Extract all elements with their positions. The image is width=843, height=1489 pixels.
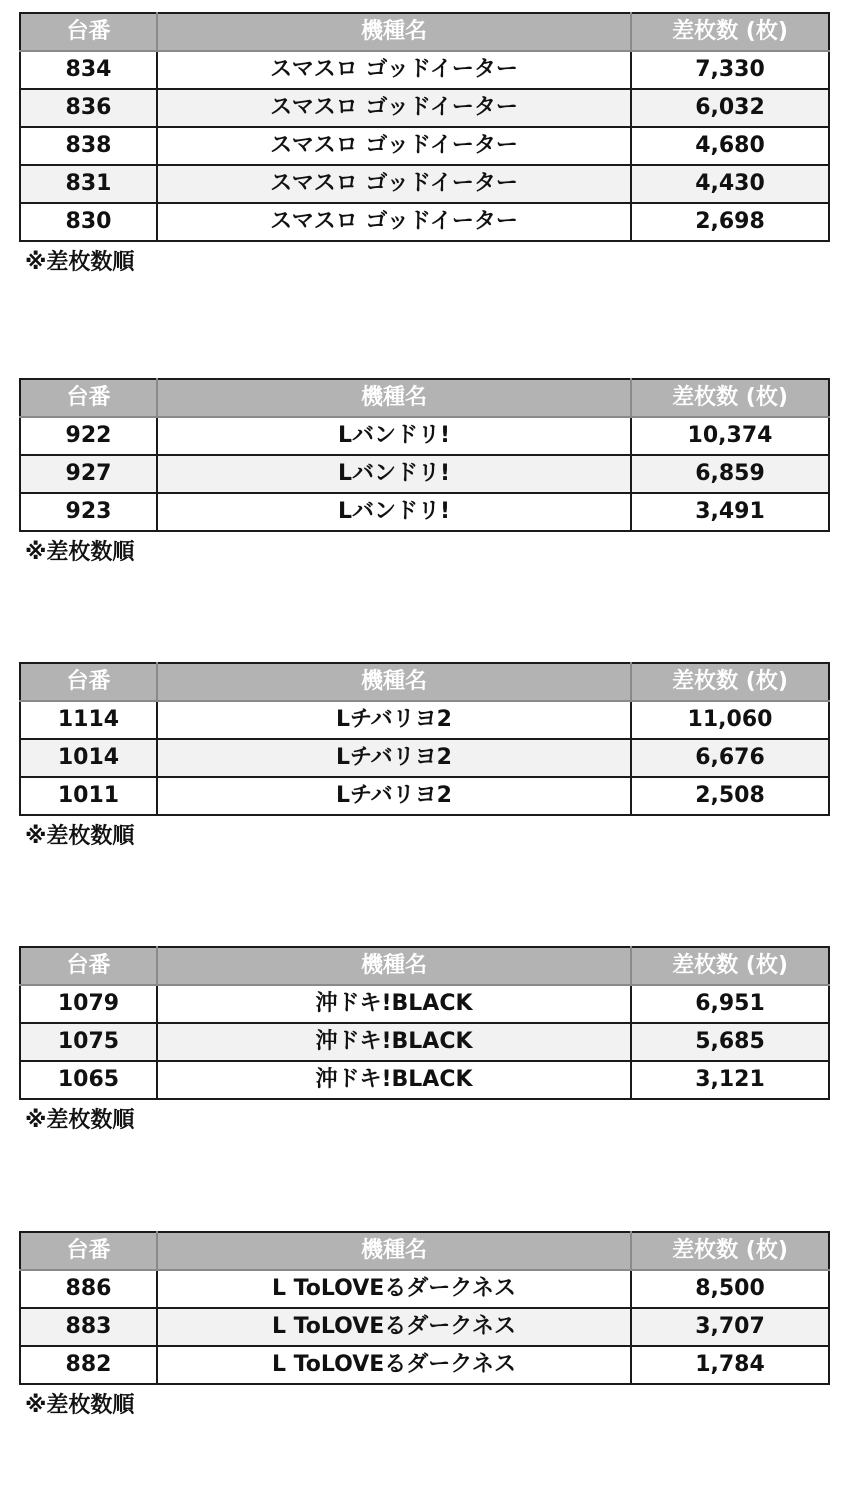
difference-cell: 1,784 bbox=[631, 1346, 829, 1384]
sort-note: ※差枚数順 bbox=[25, 1393, 135, 1418]
model-name-cell: Lバンドリ! bbox=[157, 493, 631, 531]
table-header-row bbox=[20, 663, 829, 701]
difference-cell: 6,676 bbox=[631, 739, 829, 777]
difference-cell: 7,330 bbox=[631, 51, 829, 89]
machine-number-cell: 1079 bbox=[20, 985, 157, 1023]
model-name-cell: L ToLOVEるダークネス bbox=[157, 1308, 631, 1346]
model-name-cell: Lバンドリ! bbox=[157, 455, 631, 493]
sort-note: ※差枚数順 bbox=[25, 1108, 135, 1133]
model-name-cell: スマスロ ゴッドイーター bbox=[157, 165, 631, 203]
header-machine-number: 台番 bbox=[20, 13, 157, 51]
model-name-cell: L ToLOVEるダークネス bbox=[157, 1270, 631, 1308]
difference-cell: 6,951 bbox=[631, 985, 829, 1023]
header-machine-number: 台番 bbox=[20, 379, 157, 417]
difference-cell: 3,121 bbox=[631, 1061, 829, 1099]
header-difference: 差枚数 (枚) bbox=[631, 13, 829, 51]
table-row bbox=[20, 1061, 829, 1099]
difference-cell: 3,491 bbox=[631, 493, 829, 531]
model-name-cell: 沖ドキ!BLACK bbox=[157, 985, 631, 1023]
ranking-table bbox=[19, 1231, 830, 1385]
difference-cell: 11,060 bbox=[631, 701, 829, 739]
machine-number-cell: 830 bbox=[20, 203, 157, 241]
machine-number-cell: 1114 bbox=[20, 701, 157, 739]
machine-number-cell: 834 bbox=[20, 51, 157, 89]
sort-note: ※差枚数順 bbox=[25, 824, 135, 849]
difference-cell: 8,500 bbox=[631, 1270, 829, 1308]
header-machine-number: 台番 bbox=[20, 663, 157, 701]
ranking-block bbox=[19, 946, 828, 1136]
ranking-table bbox=[19, 378, 830, 532]
machine-number-cell: 883 bbox=[20, 1308, 157, 1346]
machine-number-cell: 1065 bbox=[20, 1061, 157, 1099]
difference-cell: 4,430 bbox=[631, 165, 829, 203]
machine-number-cell: 927 bbox=[20, 455, 157, 493]
table-row bbox=[20, 777, 829, 815]
difference-cell: 5,685 bbox=[631, 1023, 829, 1061]
difference-cell: 2,698 bbox=[631, 203, 829, 241]
ranking-block bbox=[19, 12, 828, 278]
model-name-cell: Lチバリヨ2 bbox=[157, 701, 631, 739]
machine-number-cell: 831 bbox=[20, 165, 157, 203]
model-name-cell: Lチバリヨ2 bbox=[157, 739, 631, 777]
header-model-name: 機種名 bbox=[157, 947, 631, 985]
table-row bbox=[20, 417, 829, 455]
machine-number-cell: 922 bbox=[20, 417, 157, 455]
sort-note: ※差枚数順 bbox=[25, 540, 135, 565]
table-row bbox=[20, 165, 829, 203]
table-row bbox=[20, 127, 829, 165]
table-row bbox=[20, 985, 829, 1023]
difference-cell: 6,859 bbox=[631, 455, 829, 493]
header-difference: 差枚数 (枚) bbox=[631, 1232, 829, 1270]
machine-number-cell: 886 bbox=[20, 1270, 157, 1308]
header-difference: 差枚数 (枚) bbox=[631, 663, 829, 701]
ranking-block bbox=[19, 378, 828, 568]
table-row bbox=[20, 701, 829, 739]
model-name-cell: スマスロ ゴッドイーター bbox=[157, 89, 631, 127]
difference-cell: 2,508 bbox=[631, 777, 829, 815]
difference-cell: 4,680 bbox=[631, 127, 829, 165]
sort-note: ※差枚数順 bbox=[25, 250, 135, 275]
ranking-table bbox=[19, 12, 830, 242]
ranking-table bbox=[19, 946, 830, 1100]
header-difference: 差枚数 (枚) bbox=[631, 379, 829, 417]
model-name-cell: スマスロ ゴッドイーター bbox=[157, 127, 631, 165]
table-row bbox=[20, 455, 829, 493]
header-model-name: 機種名 bbox=[157, 379, 631, 417]
machine-number-cell: 923 bbox=[20, 493, 157, 531]
table-row bbox=[20, 1308, 829, 1346]
header-model-name: 機種名 bbox=[157, 1232, 631, 1270]
table-row bbox=[20, 493, 829, 531]
model-name-cell: スマスロ ゴッドイーター bbox=[157, 51, 631, 89]
model-name-cell: Lバンドリ! bbox=[157, 417, 631, 455]
machine-number-cell: 838 bbox=[20, 127, 157, 165]
table-header-row bbox=[20, 13, 829, 51]
model-name-cell: スマスロ ゴッドイーター bbox=[157, 203, 631, 241]
machine-number-cell: 1014 bbox=[20, 739, 157, 777]
difference-cell: 6,032 bbox=[631, 89, 829, 127]
header-model-name: 機種名 bbox=[157, 663, 631, 701]
machine-number-cell: 1011 bbox=[20, 777, 157, 815]
header-machine-number: 台番 bbox=[20, 1232, 157, 1270]
ranking-block bbox=[19, 662, 828, 852]
machine-number-cell: 836 bbox=[20, 89, 157, 127]
table-row bbox=[20, 739, 829, 777]
model-name-cell: 沖ドキ!BLACK bbox=[157, 1023, 631, 1061]
table-row bbox=[20, 1346, 829, 1384]
table-header-row bbox=[20, 379, 829, 417]
header-model-name: 機種名 bbox=[157, 13, 631, 51]
machine-number-cell: 882 bbox=[20, 1346, 157, 1384]
table-row bbox=[20, 51, 829, 89]
model-name-cell: L ToLOVEるダークネス bbox=[157, 1346, 631, 1384]
model-name-cell: Lチバリヨ2 bbox=[157, 777, 631, 815]
difference-cell: 10,374 bbox=[631, 417, 829, 455]
table-header-row bbox=[20, 947, 829, 985]
table-header-row bbox=[20, 1232, 829, 1270]
header-difference: 差枚数 (枚) bbox=[631, 947, 829, 985]
ranking-block bbox=[19, 1231, 828, 1421]
machine-number-cell: 1075 bbox=[20, 1023, 157, 1061]
ranking-table bbox=[19, 662, 830, 816]
header-machine-number: 台番 bbox=[20, 947, 157, 985]
table-row bbox=[20, 203, 829, 241]
model-name-cell: 沖ドキ!BLACK bbox=[157, 1061, 631, 1099]
difference-cell: 3,707 bbox=[631, 1308, 829, 1346]
table-row bbox=[20, 1023, 829, 1061]
table-row bbox=[20, 89, 829, 127]
table-row bbox=[20, 1270, 829, 1308]
